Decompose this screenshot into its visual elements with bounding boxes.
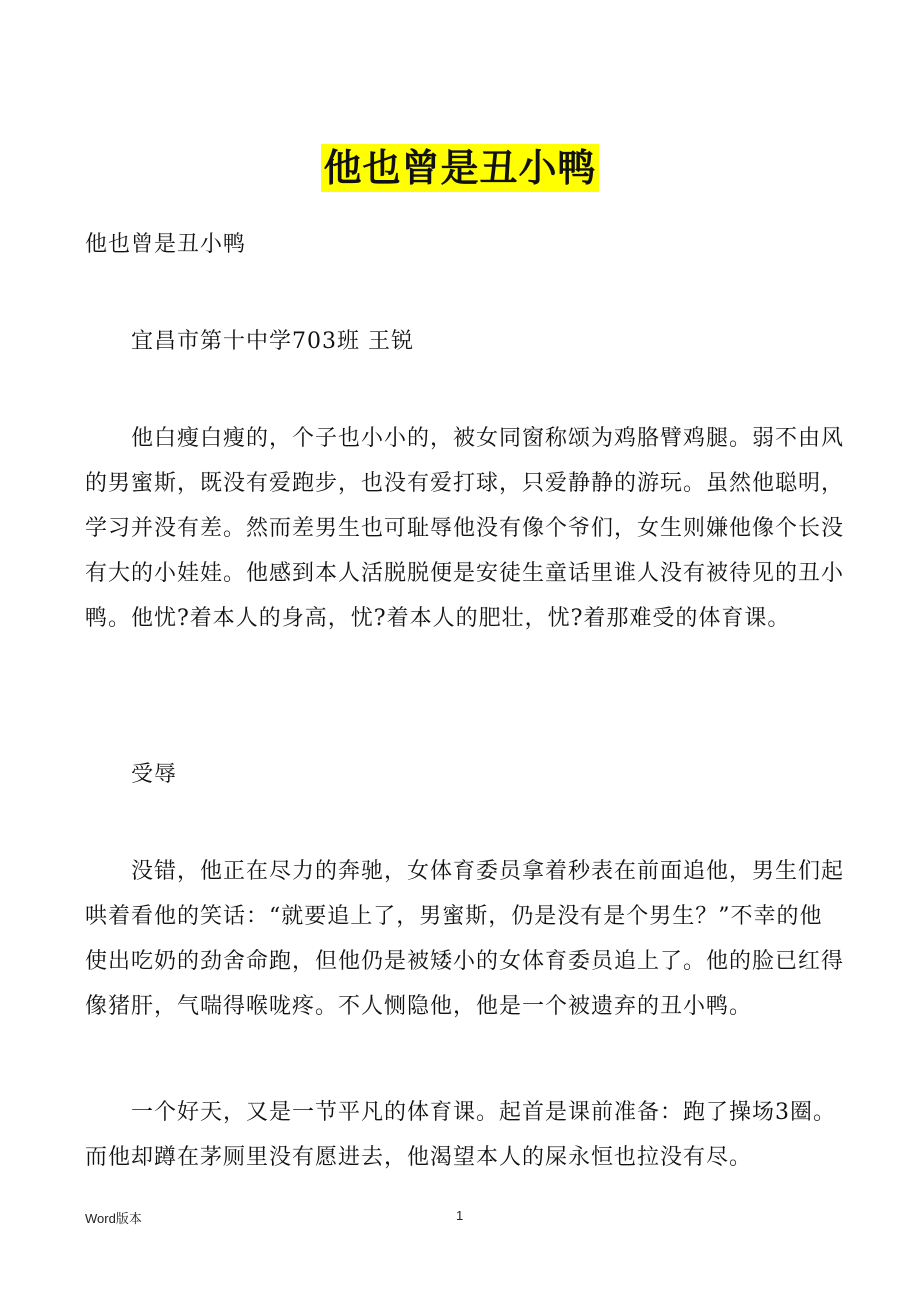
body-paragraph-2: 没错，他正在尽力的奔驰，女体育委员拿着秒表在前面追他，男生们起哄着看他的笑话：“就要追上了，男蜜斯，仍是没有是个男生？”不幸的他使出吃奶的劲舍命跑，但他仍是被矮小的女体育委员追上了。他的脸已红得像猪肝，气喘得喉咙疼。不人恻隐他，他是一个被遗弃的丑小鸭。 (85, 859, 845, 1019)
document-title: 他也曾是丑小鸭 (323, 145, 597, 190)
section-heading: 受辱 (131, 762, 178, 787)
body-paragraph-3: 一个好天，又是一节平凡的体育课。起首是课前准备：跑了操场3圈。而他却蹲在茅厕里没有愿进去，他渴望本人的屎永恒也拉没有尽。 (85, 1100, 836, 1170)
body-paragraph-1: 他白瘦白瘦的，个子也小小的，被女同窗称颂为鸡胳臂鸡腿。弱不由风的男蜜斯，既没有爱跑步，也没有爱打球，只爱静静的游玩。虽然他聪明，学习并没有差。然而差男生也可耻辱他没有像个爷们，女生则嫌他像个长没有大的小娃娃。他感到本人活脱脱便是安徒生童话里谁人没有被待见的丑小鸭。他忧?着本人的身高，忧?着本人的肥壮，忧?着那难受的体育课。 (85, 426, 845, 631)
author-line: 宜昌市第十中学703班 王锐 (131, 329, 414, 354)
page-number: 1 (456, 1208, 464, 1223)
title-container (0, 144, 920, 192)
subtitle-paragraph: 他也曾是丑小鸭 (85, 232, 247, 257)
footer-label: Word版本 (85, 1211, 142, 1226)
